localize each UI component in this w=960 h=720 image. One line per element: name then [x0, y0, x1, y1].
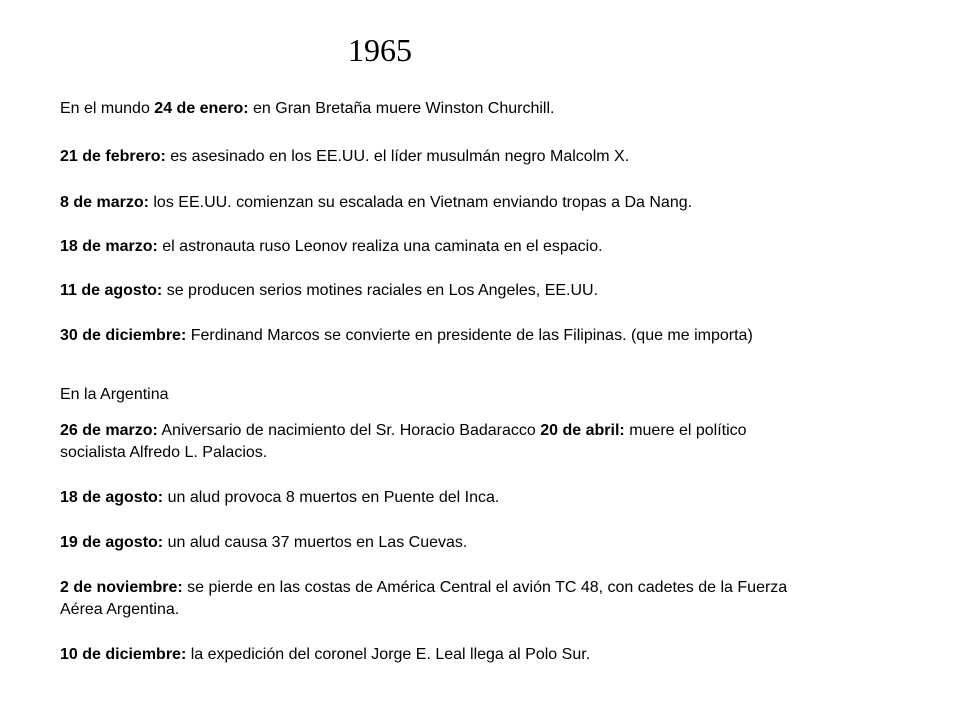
event-text: Ferdinand Marcos se convierte en presidente de las Filipinas. (que me importa)	[190, 327, 753, 344]
event-text: el astronauta ruso Leonov realiza una caminata en el espacio.	[162, 238, 603, 255]
world-event-4	[60, 236, 920, 258]
event-text: socialista Alfredo L. Palacios.	[60, 444, 268, 461]
event-date: 18 de agosto:	[60, 489, 164, 506]
event-date: 18 de marzo:	[60, 238, 158, 255]
event-text: Aniversario de nacimiento del Sr. Horacio Badaracco	[161, 422, 536, 439]
world-event-1	[60, 98, 920, 120]
argentina-event-1	[60, 420, 920, 464]
event-text: se producen serios motines raciales en Los Angeles, EE.UU.	[166, 282, 599, 299]
event-date: 10 de diciembre:	[60, 646, 187, 663]
event-date: 8 de marzo:	[60, 194, 149, 211]
event-text: Aérea Argentina.	[60, 601, 180, 618]
world-event-3	[60, 192, 920, 214]
event-date: 30 de diciembre:	[60, 327, 187, 344]
event-text: muere el político	[629, 422, 747, 439]
argentina-event-3	[60, 532, 920, 554]
world-event-5	[60, 280, 920, 302]
event-text: en Gran Bretaña muere Winston Churchill.	[253, 100, 555, 117]
section-label-mundo: En el mundo	[60, 100, 150, 117]
event-text: se pierde en las costas de América Central el avión TC 48, con cadetes de la Fuerza	[187, 579, 788, 596]
event-date: 24 de enero:	[154, 100, 249, 117]
event-date: 26 de marzo:	[60, 422, 158, 439]
event-date: 20 de abril:	[540, 422, 625, 439]
event-date: 19 de agosto:	[60, 534, 164, 551]
argentina-event-5	[60, 644, 920, 666]
event-text: la expedición del coronel Jorge E. Leal llega al Polo Sur.	[190, 646, 591, 663]
event-date: 11 de agosto:	[60, 282, 163, 299]
event-text: es asesinado en los EE.UU. el líder musulmán negro Malcolm X.	[170, 148, 630, 165]
world-event-6	[60, 325, 920, 347]
page-title: 1965	[348, 32, 412, 68]
event-date: 2 de noviembre:	[60, 579, 183, 596]
argentina-event-4	[60, 577, 920, 621]
event-date: 21 de febrero:	[60, 148, 166, 165]
section-label-argentina: En la Argentina	[60, 386, 169, 403]
event-text: un alud provoca 8 muertos en Puente del Inca.	[167, 489, 500, 506]
event-text: un alud causa 37 muertos en Las Cuevas.	[167, 534, 468, 551]
world-event-2	[60, 146, 920, 168]
argentina-event-2	[60, 487, 920, 509]
event-text: los EE.UU. comienzan su escalada en Vietnam enviando tropas a Da Nang.	[153, 194, 693, 211]
